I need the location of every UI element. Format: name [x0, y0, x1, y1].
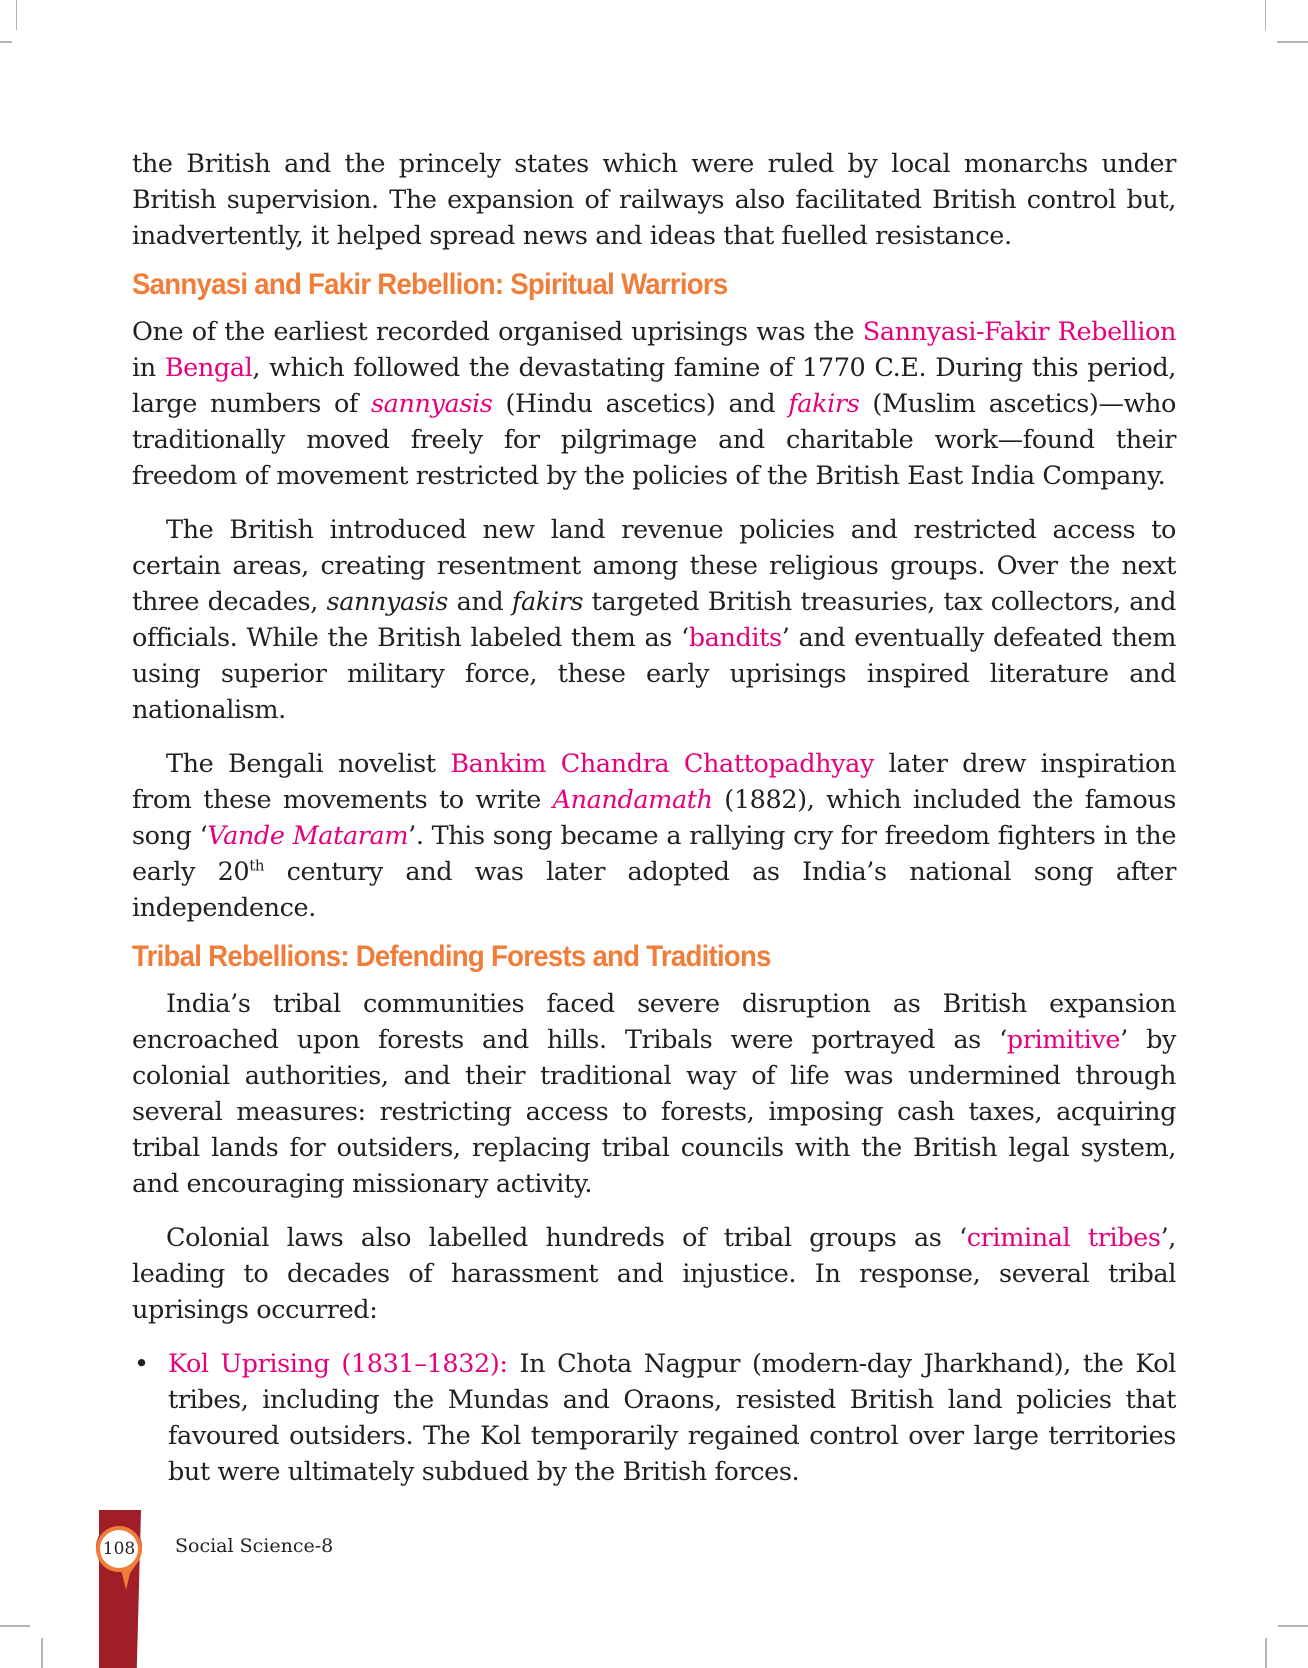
- highlight-term: Sannyasi-Fakir Rebellion: [862, 317, 1177, 347]
- text: (Hindu ascetics) and: [492, 389, 789, 419]
- text: in: [132, 353, 165, 383]
- text: , which followed the devastating famine of 1770 C.E. During this period, large numbers of: [132, 353, 1177, 419]
- list-item-text: In Chota Nagpur (modern-day Jharkhand), the Kol tribes, including the Mundas and Oraons, resisted British land policies that favoured outsiders. The Kol temporarily regained control over large territories but were ultimately subdued by the British forces.: [168, 1349, 1177, 1487]
- superscript: th: [249, 856, 265, 875]
- highlight-term: bandits: [688, 623, 782, 653]
- text: ’, leading to decades of harassment and injustice. In response, several tribal uprisings occurred:: [132, 1223, 1176, 1325]
- paragraph: [132, 512, 1176, 728]
- text: (1882), which included the famous song ‘: [132, 785, 1176, 851]
- text: ’ by colonial authorities, and their traditional way of life was undermined through several measures: restricting access to forests, imposing cash taxes, acquiring tribal lands for outsiders, replacing tribal councils with the British legal system, and encouraging missionary activity.: [132, 1025, 1176, 1199]
- crop-mark: [1265, 1638, 1267, 1668]
- text: Colonial laws also labelled hundreds of tribal groups as ‘: [166, 1223, 967, 1253]
- section-heading-sannyasi: Sannyasi and Fakir Rebellion: Spiritual Warriors: [132, 268, 728, 301]
- paragraph: [132, 746, 1176, 926]
- crop-mark: [16, 0, 17, 30]
- text: later drew inspiration from these movements to write: [132, 749, 1176, 815]
- text: century and was later adopted as India’s national song after independence.: [132, 857, 1176, 923]
- text: ’. This song became a rallying cry for freedom fighters in the early 20: [132, 821, 1177, 887]
- highlight-term: Anandamath: [552, 785, 713, 815]
- crop-mark: [1278, 1625, 1308, 1627]
- highlight-term: Bengal: [164, 353, 253, 383]
- text: The Bengali novelist: [166, 749, 451, 779]
- paragraph: [132, 314, 1176, 494]
- text: India’s tribal communities faced severe disruption as British expansion encroached upon forests and hills. Tribals were portrayed as ‘: [132, 989, 1176, 1055]
- italic-term: fakirs: [511, 587, 584, 617]
- page-number-badge: [96, 1526, 142, 1572]
- highlight-term: fakirs: [788, 389, 860, 419]
- paragraph: [132, 986, 1176, 1202]
- crop-mark: [0, 1625, 30, 1627]
- crop-mark: [0, 41, 12, 43]
- text: (Muslim ascetics)—who traditionally moved freely for pilgrimage and charitable work—found their freedom of movement restricted by the policies of the British East India Company.: [132, 389, 1176, 491]
- highlight-term: sannyasis: [370, 389, 493, 419]
- bullet-icon: •: [134, 1349, 149, 1379]
- crop-mark: [1277, 41, 1308, 43]
- highlight-term: primitive: [1006, 1025, 1121, 1055]
- crop-mark: [1265, 0, 1266, 30]
- section-heading-tribal: Tribal Rebellions: Defending Forests and Traditions: [132, 940, 771, 973]
- list-item: [132, 1346, 1176, 1490]
- paragraph: [132, 1220, 1176, 1328]
- list-item-title: Kol Uprising (1831–1832):: [168, 1349, 508, 1379]
- highlight-term: Bankim Chandra Chattopadhyay: [450, 749, 874, 779]
- text: and: [448, 587, 512, 617]
- uprisings-list: [132, 1346, 1176, 1490]
- highlight-term: criminal tribes: [966, 1223, 1161, 1253]
- text: ’ and eventually defeated them using superior military force, these early uprisings inspired literature and nationalism.: [132, 623, 1176, 725]
- book-title: Social Science-8: [175, 1535, 334, 1557]
- intro-paragraph: the British and the princely states which were ruled by local monarchs under British supervision. The expansion of railways also facilitated British control but, inadvertently, it helped spread news and ideas that fuelled resistance.: [132, 149, 1176, 251]
- text: One of the earliest recorded organised uprisings was the: [132, 317, 863, 347]
- highlight-term: Vande Mataram: [207, 821, 409, 851]
- page-number: 108: [100, 1530, 138, 1568]
- page-body: [132, 146, 1176, 1490]
- text: targeted British treasuries, tax collectors, and officials. While the British labeled them as ‘: [132, 587, 1176, 653]
- text: The British introduced new land revenue policies and restricted access to certain areas, creating resentment among these religious groups. Over the next three decades,: [132, 515, 1176, 617]
- italic-term: sannyasis: [326, 587, 448, 617]
- crop-mark: [41, 1638, 43, 1668]
